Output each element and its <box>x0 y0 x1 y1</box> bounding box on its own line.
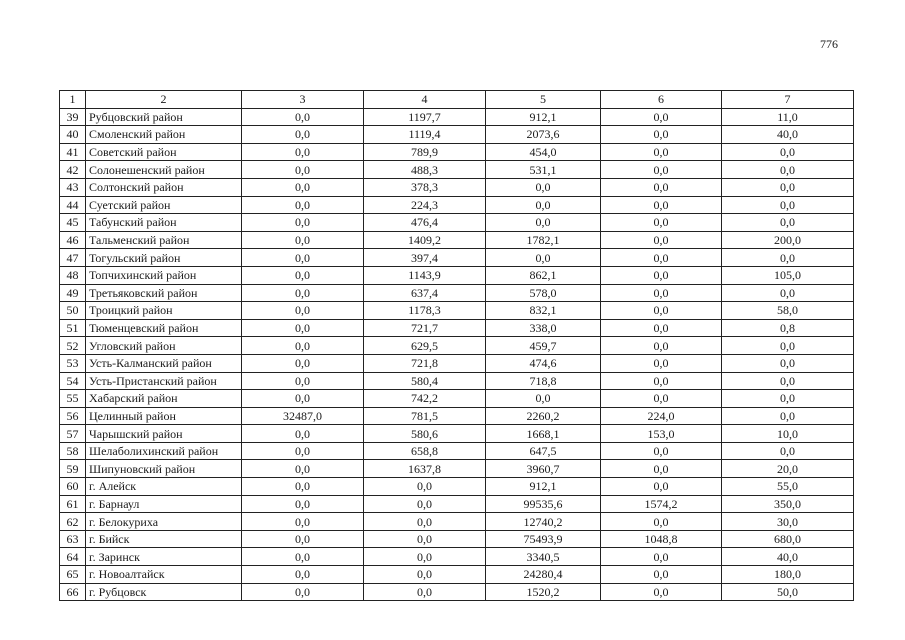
row-number: 60 <box>60 478 86 496</box>
col6-value: 153,0 <box>601 425 722 443</box>
row-number: 49 <box>60 284 86 302</box>
page-number: 776 <box>820 37 838 51</box>
col4-value: 488,3 <box>364 161 486 179</box>
table-row <box>60 319 854 337</box>
col3-value: 0,0 <box>242 530 364 548</box>
col6-value: 0,0 <box>601 460 722 478</box>
row-number: 55 <box>60 390 86 408</box>
col3-value: 0,0 <box>242 442 364 460</box>
header-cell-4: 4 <box>364 91 486 109</box>
col6-value: 0,0 <box>601 513 722 531</box>
header-cell-5: 5 <box>486 91 601 109</box>
district-name: Тальменский район <box>86 231 242 249</box>
col5-value: 0,0 <box>486 390 601 408</box>
district-name: Солонешенский район <box>86 161 242 179</box>
row-number: 62 <box>60 513 86 531</box>
col3-value: 0,0 <box>242 249 364 267</box>
col7-value: 0,0 <box>722 196 854 214</box>
row-number: 57 <box>60 425 86 443</box>
col3-value: 32487,0 <box>242 407 364 425</box>
table-row <box>60 108 854 126</box>
col5-value: 832,1 <box>486 302 601 320</box>
col7-value: 58,0 <box>722 302 854 320</box>
col5-value: 0,0 <box>486 214 601 232</box>
col4-value: 0,0 <box>364 530 486 548</box>
col6-value: 0,0 <box>601 354 722 372</box>
col6-value: 0,0 <box>601 231 722 249</box>
row-number: 48 <box>60 266 86 284</box>
col7-value: 55,0 <box>722 478 854 496</box>
col6-value: 0,0 <box>601 284 722 302</box>
table-row <box>60 583 854 601</box>
table-row <box>60 478 854 496</box>
table-row <box>60 425 854 443</box>
col4-value: 637,4 <box>364 284 486 302</box>
col7-value: 180,0 <box>722 566 854 584</box>
district-name: Угловский район <box>86 337 242 355</box>
col5-value: 912,1 <box>486 478 601 496</box>
col7-value: 0,0 <box>722 143 854 161</box>
district-name: г. Барнаул <box>86 495 242 513</box>
col5-value: 2260,2 <box>486 407 601 425</box>
col5-value: 862,1 <box>486 266 601 284</box>
table-row <box>60 495 854 513</box>
data-table <box>59 90 854 601</box>
row-number: 39 <box>60 108 86 126</box>
district-name: Тогульский район <box>86 249 242 267</box>
row-number: 45 <box>60 214 86 232</box>
row-number: 61 <box>60 495 86 513</box>
col6-value: 0,0 <box>601 337 722 355</box>
col4-value: 1637,8 <box>364 460 486 478</box>
col6-value: 0,0 <box>601 372 722 390</box>
col5-value: 2073,6 <box>486 126 601 144</box>
district-name: Солтонский район <box>86 178 242 196</box>
col4-value: 721,8 <box>364 354 486 372</box>
col5-value: 99535,6 <box>486 495 601 513</box>
col7-value: 0,8 <box>722 319 854 337</box>
district-name: Топчихинский район <box>86 266 242 284</box>
row-number: 40 <box>60 126 86 144</box>
col4-value: 476,4 <box>364 214 486 232</box>
col4-value: 0,0 <box>364 566 486 584</box>
col4-value: 224,3 <box>364 196 486 214</box>
col6-value: 224,0 <box>601 407 722 425</box>
col3-value: 0,0 <box>242 337 364 355</box>
col3-value: 0,0 <box>242 161 364 179</box>
row-number: 53 <box>60 354 86 372</box>
row-number: 44 <box>60 196 86 214</box>
table-row <box>60 372 854 390</box>
col4-value: 1143,9 <box>364 266 486 284</box>
col3-value: 0,0 <box>242 214 364 232</box>
col6-value: 0,0 <box>601 583 722 601</box>
table-row <box>60 513 854 531</box>
col4-value: 721,7 <box>364 319 486 337</box>
table-row <box>60 548 854 566</box>
col3-value: 0,0 <box>242 425 364 443</box>
district-name: Тюменцевский район <box>86 319 242 337</box>
row-number: 52 <box>60 337 86 355</box>
table-row <box>60 354 854 372</box>
table-row <box>60 407 854 425</box>
row-number: 65 <box>60 566 86 584</box>
row-number: 42 <box>60 161 86 179</box>
col5-value: 0,0 <box>486 178 601 196</box>
table-row <box>60 460 854 478</box>
district-name: Шелаболихинский район <box>86 442 242 460</box>
table-row <box>60 196 854 214</box>
district-name: Третьяковский район <box>86 284 242 302</box>
col5-value: 3960,7 <box>486 460 601 478</box>
col4-value: 397,4 <box>364 249 486 267</box>
col3-value: 0,0 <box>242 495 364 513</box>
col4-value: 789,9 <box>364 143 486 161</box>
table-row <box>60 284 854 302</box>
col7-value: 20,0 <box>722 460 854 478</box>
col6-value: 0,0 <box>601 196 722 214</box>
col7-value: 0,0 <box>722 178 854 196</box>
col7-value: 350,0 <box>722 495 854 513</box>
table-row <box>60 126 854 144</box>
col5-value: 0,0 <box>486 249 601 267</box>
col5-value: 24280,4 <box>486 566 601 584</box>
col5-value: 75493,9 <box>486 530 601 548</box>
col6-value: 0,0 <box>601 548 722 566</box>
col5-value: 338,0 <box>486 319 601 337</box>
table-row <box>60 161 854 179</box>
col5-value: 0,0 <box>486 196 601 214</box>
table-row <box>60 390 854 408</box>
col3-value: 0,0 <box>242 143 364 161</box>
col6-value: 0,0 <box>601 108 722 126</box>
row-number: 46 <box>60 231 86 249</box>
col3-value: 0,0 <box>242 583 364 601</box>
col3-value: 0,0 <box>242 126 364 144</box>
district-name: Чарышский район <box>86 425 242 443</box>
table-row <box>60 442 854 460</box>
col6-value: 0,0 <box>601 442 722 460</box>
col7-value: 0,0 <box>722 161 854 179</box>
col4-value: 0,0 <box>364 583 486 601</box>
district-name: Усть-Пристанский район <box>86 372 242 390</box>
table-row <box>60 231 854 249</box>
col3-value: 0,0 <box>242 548 364 566</box>
district-name: г. Белокуриха <box>86 513 242 531</box>
col5-value: 1668,1 <box>486 425 601 443</box>
col5-value: 3340,5 <box>486 548 601 566</box>
row-number: 58 <box>60 442 86 460</box>
row-number: 59 <box>60 460 86 478</box>
col3-value: 0,0 <box>242 354 364 372</box>
col7-value: 200,0 <box>722 231 854 249</box>
col5-value: 1520,2 <box>486 583 601 601</box>
table-row <box>60 566 854 584</box>
district-name: Табунский район <box>86 214 242 232</box>
col7-value: 10,0 <box>722 425 854 443</box>
col3-value: 0,0 <box>242 566 364 584</box>
col3-value: 0,0 <box>242 196 364 214</box>
col4-value: 378,3 <box>364 178 486 196</box>
header-cell-7: 7 <box>722 91 854 109</box>
col3-value: 0,0 <box>242 108 364 126</box>
col7-value: 11,0 <box>722 108 854 126</box>
row-number: 66 <box>60 583 86 601</box>
district-name: Советский район <box>86 143 242 161</box>
district-name: Суетский район <box>86 196 242 214</box>
col6-value: 0,0 <box>601 302 722 320</box>
district-name: Смоленский район <box>86 126 242 144</box>
district-name: Рубцовский район <box>86 108 242 126</box>
col3-value: 0,0 <box>242 372 364 390</box>
district-name: г. Алейск <box>86 478 242 496</box>
col7-value: 50,0 <box>722 583 854 601</box>
col6-value: 0,0 <box>601 478 722 496</box>
table-row <box>60 143 854 161</box>
table-row <box>60 337 854 355</box>
col6-value: 0,0 <box>601 566 722 584</box>
col7-value: 0,0 <box>722 354 854 372</box>
col3-value: 0,0 <box>242 319 364 337</box>
col4-value: 629,5 <box>364 337 486 355</box>
col4-value: 742,2 <box>364 390 486 408</box>
header-cell-1: 1 <box>60 91 86 109</box>
col4-value: 580,6 <box>364 425 486 443</box>
col3-value: 0,0 <box>242 478 364 496</box>
row-number: 64 <box>60 548 86 566</box>
col4-value: 1197,7 <box>364 108 486 126</box>
col3-value: 0,0 <box>242 178 364 196</box>
col4-value: 580,4 <box>364 372 486 390</box>
table-row <box>60 214 854 232</box>
col7-value: 105,0 <box>722 266 854 284</box>
col3-value: 0,0 <box>242 302 364 320</box>
col5-value: 531,1 <box>486 161 601 179</box>
col5-value: 459,7 <box>486 337 601 355</box>
col3-value: 0,0 <box>242 284 364 302</box>
table-row <box>60 249 854 267</box>
header-row <box>60 91 854 109</box>
table-row <box>60 266 854 284</box>
col5-value: 474,6 <box>486 354 601 372</box>
col4-value: 0,0 <box>364 513 486 531</box>
col3-value: 0,0 <box>242 266 364 284</box>
row-number: 47 <box>60 249 86 267</box>
header-cell-2: 2 <box>86 91 242 109</box>
col7-value: 0,0 <box>722 442 854 460</box>
col3-value: 0,0 <box>242 390 364 408</box>
district-name: Усть-Калманский район <box>86 354 242 372</box>
col5-value: 454,0 <box>486 143 601 161</box>
col4-value: 781,5 <box>364 407 486 425</box>
table-row <box>60 530 854 548</box>
col7-value: 0,0 <box>722 214 854 232</box>
col6-value: 1574,2 <box>601 495 722 513</box>
col5-value: 1782,1 <box>486 231 601 249</box>
header-cell-6: 6 <box>601 91 722 109</box>
col7-value: 0,0 <box>722 249 854 267</box>
col6-value: 0,0 <box>601 319 722 337</box>
col5-value: 12740,2 <box>486 513 601 531</box>
col7-value: 0,0 <box>722 372 854 390</box>
col4-value: 658,8 <box>364 442 486 460</box>
col4-value: 0,0 <box>364 495 486 513</box>
col6-value: 0,0 <box>601 143 722 161</box>
district-name: г. Бийск <box>86 530 242 548</box>
col7-value: 680,0 <box>722 530 854 548</box>
col6-value: 0,0 <box>601 214 722 232</box>
col3-value: 0,0 <box>242 513 364 531</box>
row-number: 63 <box>60 530 86 548</box>
col7-value: 40,0 <box>722 548 854 566</box>
col7-value: 40,0 <box>722 126 854 144</box>
col4-value: 0,0 <box>364 548 486 566</box>
col5-value: 912,1 <box>486 108 601 126</box>
col7-value: 0,0 <box>722 337 854 355</box>
row-number: 51 <box>60 319 86 337</box>
header-cell-3: 3 <box>242 91 364 109</box>
district-name: г. Новоалтайск <box>86 566 242 584</box>
table-body <box>60 108 854 601</box>
col4-value: 1178,3 <box>364 302 486 320</box>
col7-value: 0,0 <box>722 407 854 425</box>
col4-value: 1409,2 <box>364 231 486 249</box>
district-name: г. Заринск <box>86 548 242 566</box>
row-number: 54 <box>60 372 86 390</box>
col5-value: 647,5 <box>486 442 601 460</box>
col3-value: 0,0 <box>242 231 364 249</box>
col6-value: 0,0 <box>601 390 722 408</box>
col7-value: 30,0 <box>722 513 854 531</box>
row-number: 50 <box>60 302 86 320</box>
district-name: Троицкий район <box>86 302 242 320</box>
district-name: Целинный район <box>86 407 242 425</box>
row-number: 43 <box>60 178 86 196</box>
district-name: Хабарский район <box>86 390 242 408</box>
row-number: 41 <box>60 143 86 161</box>
district-name: Шипуновский район <box>86 460 242 478</box>
table-row <box>60 302 854 320</box>
col4-value: 0,0 <box>364 478 486 496</box>
col5-value: 718,8 <box>486 372 601 390</box>
col4-value: 1119,4 <box>364 126 486 144</box>
col6-value: 0,0 <box>601 126 722 144</box>
col7-value: 0,0 <box>722 284 854 302</box>
col6-value: 0,0 <box>601 178 722 196</box>
row-number: 56 <box>60 407 86 425</box>
table-row <box>60 178 854 196</box>
col5-value: 578,0 <box>486 284 601 302</box>
col7-value: 0,0 <box>722 390 854 408</box>
col6-value: 0,0 <box>601 249 722 267</box>
col6-value: 0,0 <box>601 161 722 179</box>
district-name: г. Рубцовск <box>86 583 242 601</box>
col6-value: 0,0 <box>601 266 722 284</box>
col6-value: 1048,8 <box>601 530 722 548</box>
col3-value: 0,0 <box>242 460 364 478</box>
